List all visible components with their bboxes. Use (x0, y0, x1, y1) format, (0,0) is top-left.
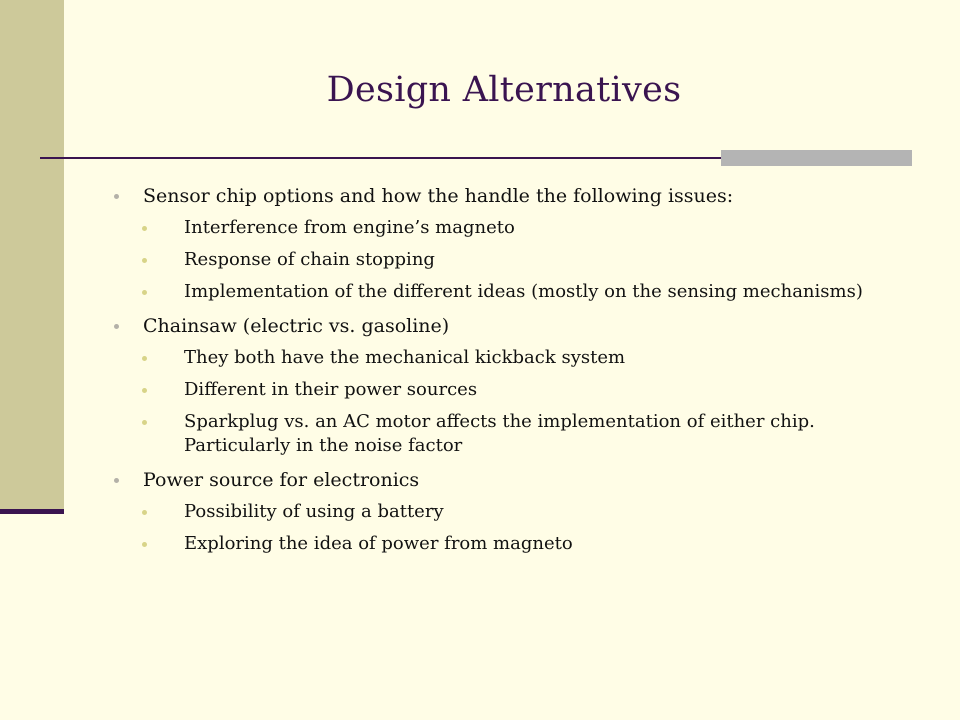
slide-body (110, 176, 890, 556)
sub-bullet-item: Sparkplug vs. an AC motor affects the implementation of either chip. Particularly in the noise factor (142, 410, 890, 458)
slide-title: Design Alternatives (326, 70, 682, 110)
sub-bullet-item: Possibility of using a battery (142, 500, 890, 524)
sub-bullet-item: Different in their power sources (142, 378, 890, 402)
left-accent-bar (0, 509, 64, 514)
bullet-item: Power source for electronics (110, 468, 890, 492)
sub-bullet-item: Interference from engine’s magneto (142, 216, 890, 240)
bullet-group (110, 184, 890, 304)
sub-bullet-item: Implementation of the different ideas (mostly on the sensing mechanisms) (142, 280, 890, 304)
title-underline-gray-bar (721, 150, 912, 166)
bullet-item: Sensor chip options and how the handle the following issues: (110, 184, 890, 208)
bullet-item: Chainsaw (electric vs. gasoline) (110, 314, 890, 338)
sub-bullet-item: They both have the mechanical kickback system (142, 346, 890, 370)
sub-bullet-item: Exploring the idea of power from magneto (142, 532, 890, 556)
bullet-group (110, 314, 890, 458)
sub-bullet-item: Response of chain stopping (142, 248, 890, 272)
bullet-group (110, 468, 890, 556)
